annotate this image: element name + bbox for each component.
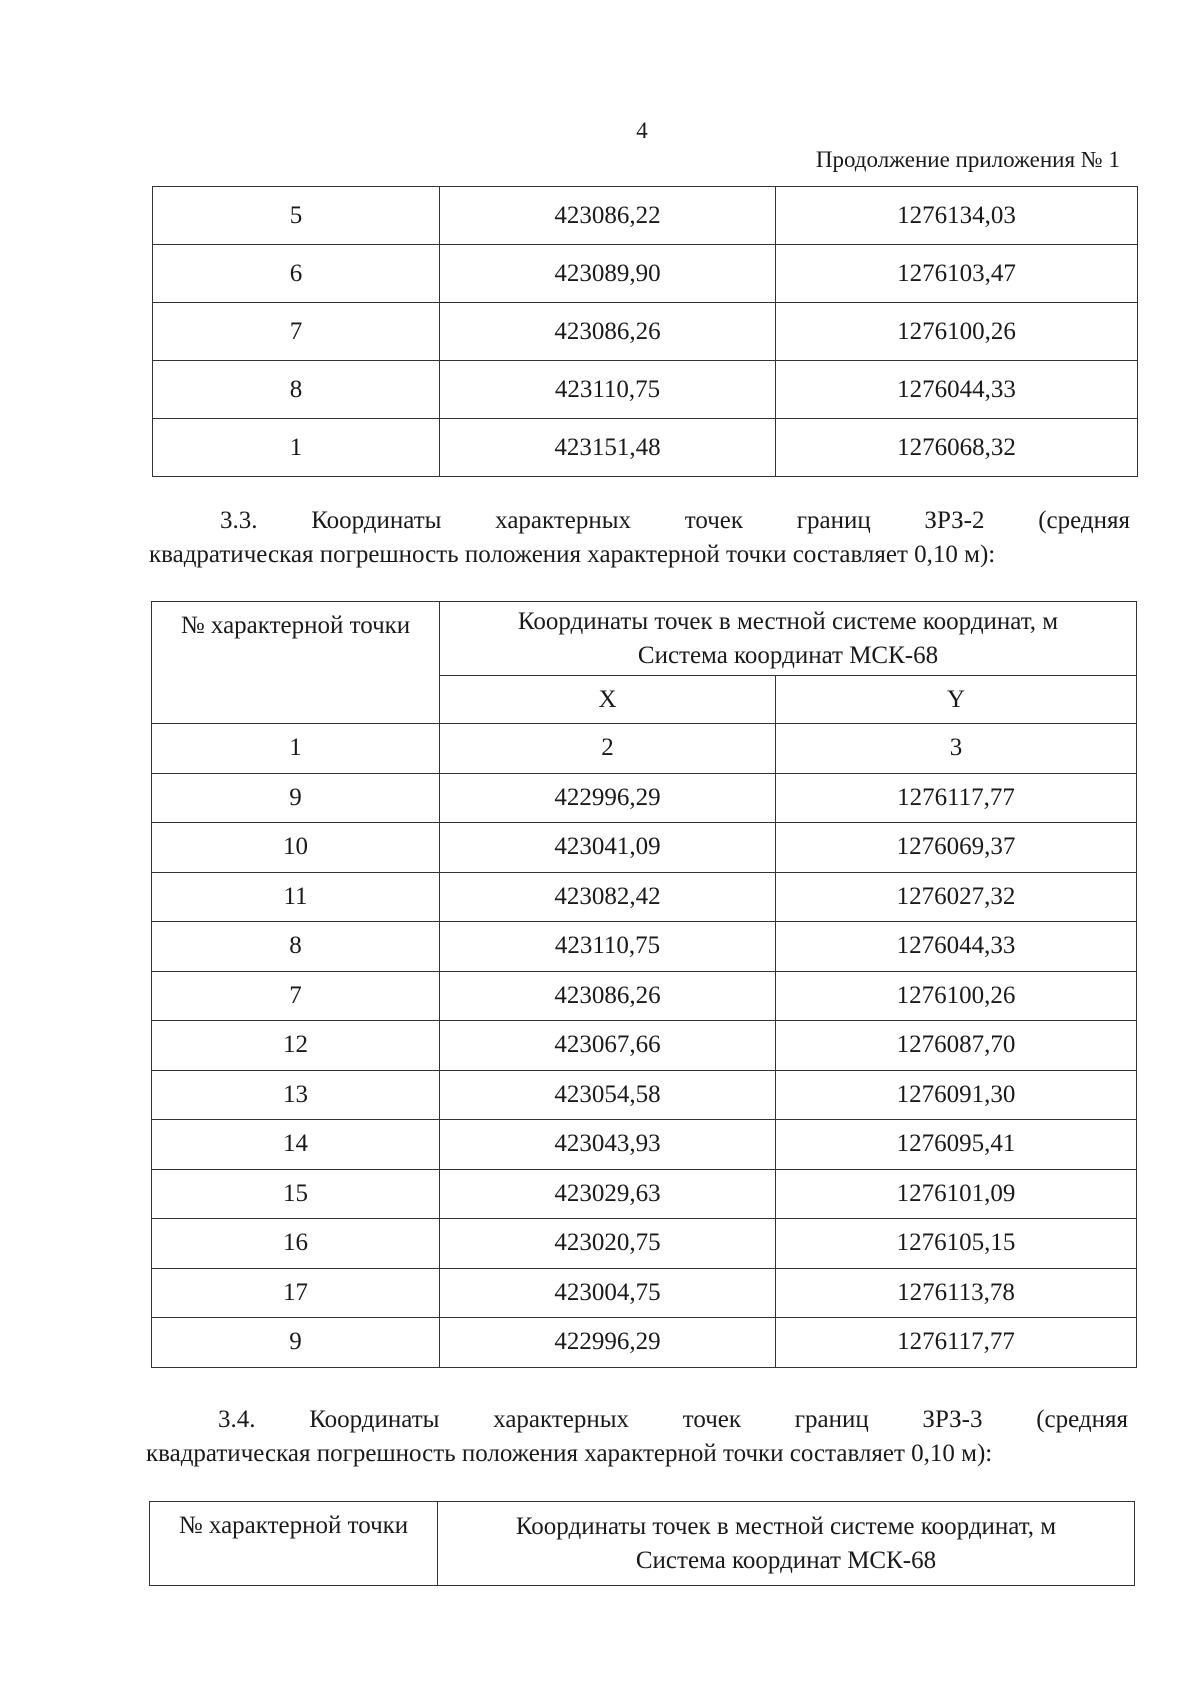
y-coordinate-cell: 1276100,26 bbox=[776, 971, 1137, 1021]
table-row bbox=[153, 187, 1138, 245]
table-body bbox=[152, 602, 1137, 1368]
y-coordinate-cell: 1276069,37 bbox=[776, 823, 1137, 873]
coordinates-table-zrz-1-continued bbox=[152, 186, 1138, 477]
x-coordinate-cell: 423020,75 bbox=[440, 1219, 776, 1269]
y-coordinate-cell: 1276134,03 bbox=[776, 187, 1138, 245]
section-3-3-line2: квадратическая погрешность положения характерной точки составляет 0,10 м): bbox=[149, 541, 996, 568]
y-coordinate-cell: 1276044,33 bbox=[776, 922, 1137, 972]
section-3-4-line2: квадратическая погрешность положения характерной точки составляет 0,10 м): bbox=[146, 1440, 993, 1467]
table-row bbox=[153, 303, 1138, 361]
column-number: 2 bbox=[440, 724, 776, 774]
table-header-row bbox=[150, 1502, 1135, 1586]
table-row bbox=[153, 419, 1138, 477]
point-number-cell: 7 bbox=[153, 303, 440, 361]
point-number-cell: 14 bbox=[152, 1120, 440, 1170]
point-number-cell: 1 bbox=[153, 419, 440, 477]
table-row bbox=[152, 922, 1137, 972]
point-number-cell: 13 bbox=[152, 1070, 440, 1120]
x-coordinate-cell: 423004,75 bbox=[440, 1268, 776, 1318]
point-number-cell: 15 bbox=[152, 1169, 440, 1219]
point-number-cell: 8 bbox=[152, 922, 440, 972]
table-row bbox=[152, 1318, 1137, 1368]
header-coordinates bbox=[440, 602, 1137, 676]
table-row bbox=[152, 773, 1137, 823]
table-row bbox=[152, 971, 1137, 1021]
coordinates-table-zrz-2 bbox=[151, 601, 1137, 1368]
point-number-cell: 7 bbox=[152, 971, 440, 1021]
point-number-cell: 17 bbox=[152, 1268, 440, 1318]
table-row bbox=[152, 1268, 1137, 1318]
y-coordinate-cell: 1276105,15 bbox=[776, 1219, 1137, 1269]
y-coordinate-cell: 1276117,77 bbox=[776, 773, 1137, 823]
y-coordinate-cell: 1276101,09 bbox=[776, 1169, 1137, 1219]
x-coordinate-cell: 423043,93 bbox=[440, 1120, 776, 1170]
continuation-label: Продолжение приложения № 1 bbox=[815, 147, 1120, 172]
header-coordinates-line2: Система координат МСК-68 bbox=[635, 1546, 937, 1574]
table-row bbox=[152, 1219, 1137, 1269]
point-number-cell: 5 bbox=[153, 187, 440, 245]
table-body bbox=[150, 1502, 1135, 1586]
x-coordinate-cell: 423151,48 bbox=[440, 419, 776, 477]
header-coordinates bbox=[438, 1502, 1135, 1586]
table-row bbox=[152, 1021, 1137, 1071]
point-number-cell: 10 bbox=[152, 823, 440, 873]
header-x: X bbox=[440, 676, 776, 724]
x-coordinate-cell: 423086,26 bbox=[440, 303, 776, 361]
x-coordinate-cell: 422996,29 bbox=[440, 1318, 776, 1368]
y-coordinate-cell: 1276117,77 bbox=[776, 1318, 1137, 1368]
header-coordinates-line1: Координаты точек в местной системе координат, м bbox=[515, 1512, 1057, 1540]
point-number-cell: 9 bbox=[152, 1318, 440, 1368]
x-coordinate-cell: 423086,22 bbox=[440, 187, 776, 245]
point-number-cell: 9 bbox=[152, 773, 440, 823]
y-coordinate-cell: 1276095,41 bbox=[776, 1120, 1137, 1170]
x-coordinate-cell: 423054,58 bbox=[440, 1070, 776, 1120]
table-row bbox=[152, 823, 1137, 873]
point-number-cell: 6 bbox=[153, 245, 440, 303]
x-coordinate-cell: 423110,75 bbox=[440, 922, 776, 972]
y-coordinate-cell: 1276100,26 bbox=[776, 303, 1138, 361]
y-coordinate-cell: 1276044,33 bbox=[776, 361, 1138, 419]
header-coordinates-line1: Координаты точек в местной системе координат, м bbox=[517, 607, 1059, 635]
column-number: 3 bbox=[776, 724, 1137, 774]
table-row bbox=[152, 1169, 1137, 1219]
header-coordinates-line2: Система координат МСК-68 bbox=[637, 641, 939, 669]
point-number-cell: 12 bbox=[152, 1021, 440, 1071]
point-number-cell: 16 bbox=[152, 1219, 440, 1269]
table-row bbox=[152, 872, 1137, 922]
x-coordinate-cell: 422996,29 bbox=[440, 773, 776, 823]
x-coordinate-cell: 423029,63 bbox=[440, 1169, 776, 1219]
column-number: 1 bbox=[152, 724, 440, 774]
header-point-number: № характерной точки bbox=[152, 602, 440, 724]
point-number-cell: 11 bbox=[152, 872, 440, 922]
x-coordinate-cell: 423067,66 bbox=[440, 1021, 776, 1071]
y-coordinate-cell: 1276087,70 bbox=[776, 1021, 1137, 1071]
point-number-cell: 8 bbox=[153, 361, 440, 419]
y-coordinate-cell: 1276068,32 bbox=[776, 419, 1138, 477]
table-header-row bbox=[152, 602, 1137, 676]
section-3-3-line1: 3.3. Координаты характерных точек границ ЗРЗ-2 (средняя bbox=[220, 507, 1130, 534]
y-coordinate-cell: 1276113,78 bbox=[776, 1268, 1137, 1318]
table-row bbox=[153, 245, 1138, 303]
table-body bbox=[153, 187, 1138, 477]
x-coordinate-cell: 423110,75 bbox=[440, 361, 776, 419]
section-3-4-line1: 3.4. Координаты характерных точек границ ЗРЗ-3 (средняя bbox=[218, 1406, 1128, 1433]
page-number: 4 bbox=[636, 118, 648, 143]
y-coordinate-cell: 1276027,32 bbox=[776, 872, 1137, 922]
coordinates-table-zrz-3 bbox=[149, 1501, 1135, 1586]
table-row bbox=[152, 1070, 1137, 1120]
column-number-row bbox=[152, 724, 1137, 774]
x-coordinate-cell: 423086,26 bbox=[440, 971, 776, 1021]
x-coordinate-cell: 423082,42 bbox=[440, 872, 776, 922]
table-row bbox=[153, 361, 1138, 419]
header-point-number: № характерной точки bbox=[150, 1502, 438, 1586]
y-coordinate-cell: 1276091,30 bbox=[776, 1070, 1137, 1120]
y-coordinate-cell: 1276103,47 bbox=[776, 245, 1138, 303]
x-coordinate-cell: 423089,90 bbox=[440, 245, 776, 303]
header-y: Y bbox=[776, 676, 1137, 724]
x-coordinate-cell: 423041,09 bbox=[440, 823, 776, 873]
table-row bbox=[152, 1120, 1137, 1170]
